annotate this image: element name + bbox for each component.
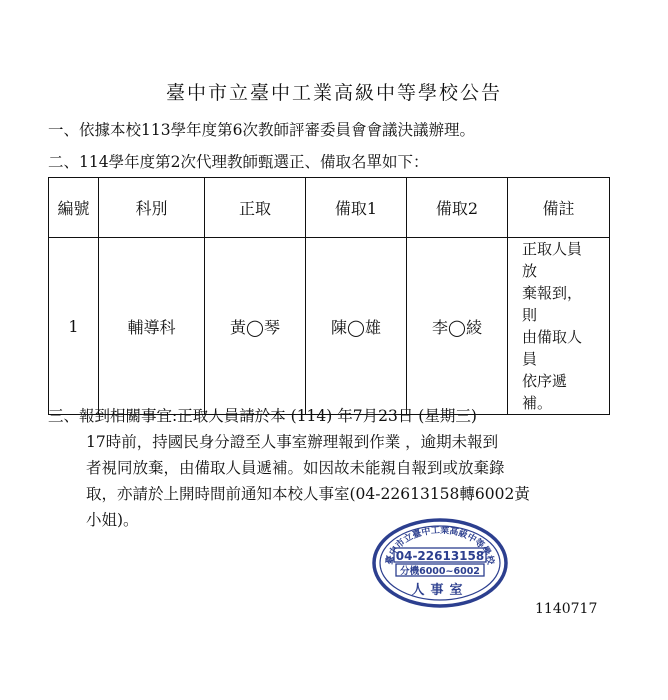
note-line: 由備取人員: [522, 328, 583, 368]
cell-alternate-2: 李◯綾: [407, 238, 508, 415]
header-alternate-1: 備取1: [306, 178, 407, 238]
header-number: 編號: [49, 178, 99, 238]
cell-note: [508, 238, 610, 415]
candidate-table: [48, 177, 610, 415]
item-two: 二、114學年度第2次代理教師甄選正、備取名單如下：: [48, 153, 429, 171]
item-three-line: 取，亦請於上開時間前通知本校人事室(04-22613158轉6002黃: [86, 485, 530, 503]
item-three-line: 三、報到相關事宜:正取人員請於本 (114) 年7月23日 (星期三): [48, 407, 477, 425]
note-line: 正取人員放: [522, 240, 583, 280]
table-row: [49, 238, 610, 415]
header-alternate-2: 備取2: [407, 178, 508, 238]
cell-number: 1: [49, 238, 99, 415]
personnel-office-seal: [370, 516, 510, 608]
note-line: 棄報到，則: [522, 284, 583, 324]
cell-alternate-1: 陳◯雄: [306, 238, 407, 415]
header-department: 科別: [99, 178, 205, 238]
table-header-row: [49, 178, 610, 238]
item-three-line: 者視同放棄，由備取人員遞補。如因故未能親自報到或放棄錄: [86, 459, 505, 477]
document-number: 1140717: [535, 601, 598, 617]
cell-main: 黃◯琴: [205, 238, 306, 415]
item-one: 一、依據本校113學年度第6次教師評審委員會會議決議辦理。: [48, 121, 475, 139]
item-three-line: 17時前，持國民身分證至人事室辦理報到作業 ，逾期未報到: [86, 433, 499, 451]
svg-text:臺中市立臺中工業高級中等學校: 臺中市立臺中工業高級中等學校: [384, 525, 496, 566]
svg-text:人事室: 人事室: [411, 583, 469, 598]
header-main: 正取: [205, 178, 306, 238]
svg-text:04-22613158: 04-22613158: [395, 549, 485, 563]
note-line: 依序遞補。: [522, 372, 568, 412]
notice-title: 臺中市立臺中工業高級中等學校公告: [165, 82, 502, 104]
item-three-line: 小姐)。: [86, 511, 139, 529]
cell-department: 輔導科: [99, 238, 205, 415]
header-note: 備註: [508, 178, 610, 238]
svg-text:分機6000~6002: 分機6000~6002: [400, 566, 480, 577]
